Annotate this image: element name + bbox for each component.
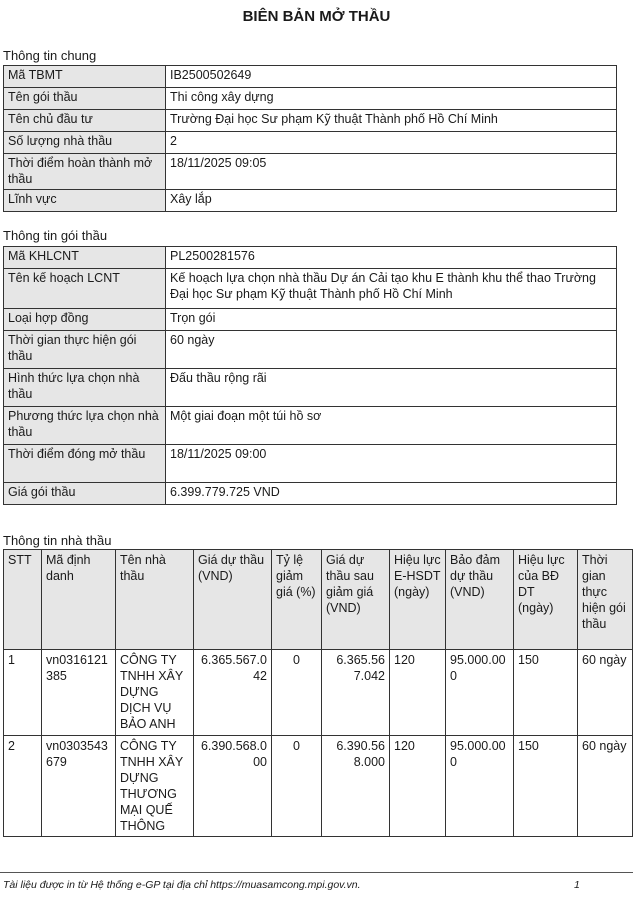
column-header: Giá dự thầu (VND) bbox=[194, 550, 272, 650]
table-cell: vn0316121385 bbox=[42, 650, 116, 736]
field-label: Giá gói thầu bbox=[4, 483, 166, 505]
field-label: Hình thức lựa chọn nhà thầu bbox=[4, 369, 166, 407]
field-value: 60 ngày bbox=[166, 331, 617, 369]
bidder-info-heading: Thông tin nhà thầu bbox=[3, 533, 112, 548]
table-cell: 95.000.000 bbox=[446, 736, 514, 837]
table-cell: 0 bbox=[272, 736, 322, 837]
column-header: STT bbox=[4, 550, 42, 650]
field-value: Trường Đại học Sư phạm Kỹ thuật Thành phố Hồ Chí Minh bbox=[166, 110, 617, 132]
column-header: Thời gian thực hiện gói thầu bbox=[578, 550, 633, 650]
field-value: PL2500281576 bbox=[166, 247, 617, 269]
table-cell: CÔNG TY TNHH XÂY DỰNG DỊCH VỤ BẢO ANH bbox=[116, 650, 194, 736]
table-row bbox=[4, 247, 617, 269]
table-row bbox=[4, 88, 617, 110]
table-header-row bbox=[4, 550, 633, 650]
column-header: Tên nhà thầu bbox=[116, 550, 194, 650]
field-value: Đấu thầu rộng rãi bbox=[166, 369, 617, 407]
field-value: Kế hoạch lựa chọn nhà thầu Dự án Cải tạo khu E thành khu thể thao Trường Đại học Sư phạm Kỹ thuật Thành phố Hồ Chí Minh bbox=[166, 269, 617, 309]
field-label: Tên kế hoạch LCNT bbox=[4, 269, 166, 309]
field-label: Lĩnh vực bbox=[4, 190, 166, 212]
table-row bbox=[4, 190, 617, 212]
page-number: 1 bbox=[574, 879, 580, 891]
field-label: Loại hợp đồng bbox=[4, 309, 166, 331]
table-row bbox=[4, 483, 617, 505]
general-info-heading: Thông tin chung bbox=[3, 48, 97, 63]
table-cell: 150 bbox=[514, 650, 578, 736]
table-row bbox=[4, 66, 617, 88]
field-label: Mã TBMT bbox=[4, 66, 166, 88]
document-title: BIÊN BẢN MỞ THẦU bbox=[242, 8, 391, 25]
column-header: Bảo đảm dự thầu (VND) bbox=[446, 550, 514, 650]
column-header: Giá dự thầu sau giảm giá (VND) bbox=[322, 550, 390, 650]
table-cell: 120 bbox=[390, 736, 446, 837]
table-cell: 6.390.568.000 bbox=[194, 736, 272, 837]
table-cell: 2 bbox=[4, 736, 42, 837]
column-header: Hiệu lực E-HSDT (ngày) bbox=[390, 550, 446, 650]
table-row bbox=[4, 369, 617, 407]
column-header: Mã định danh bbox=[42, 550, 116, 650]
field-label: Mã KHLCNT bbox=[4, 247, 166, 269]
table-cell: 95.000.000 bbox=[446, 650, 514, 736]
column-header: Hiệu lực của BĐ DT (ngày) bbox=[514, 550, 578, 650]
table-row bbox=[4, 331, 617, 369]
field-label: Thời gian thực hiện gói thầu bbox=[4, 331, 166, 369]
table-cell: 60 ngày bbox=[578, 650, 633, 736]
table-cell: 0 bbox=[272, 650, 322, 736]
table-cell: 150 bbox=[514, 736, 578, 837]
table-cell: 6.390.568.000 bbox=[322, 736, 390, 837]
table-row bbox=[4, 650, 633, 736]
field-value: 6.399.779.725 VND bbox=[166, 483, 617, 505]
table-row bbox=[4, 445, 617, 483]
table-row bbox=[4, 407, 617, 445]
table-cell: 6.365.567.042 bbox=[322, 650, 390, 736]
table-row bbox=[4, 154, 617, 190]
field-label: Số lượng nhà thầu bbox=[4, 132, 166, 154]
table-row bbox=[4, 110, 617, 132]
table-cell: 1 bbox=[4, 650, 42, 736]
table-cell: 60 ngày bbox=[578, 736, 633, 837]
package-info-table bbox=[3, 246, 617, 505]
footer-divider bbox=[0, 872, 633, 873]
table-row bbox=[4, 309, 617, 331]
table-cell: 120 bbox=[390, 650, 446, 736]
table-row bbox=[4, 736, 633, 837]
field-value: 2 bbox=[166, 132, 617, 154]
footer-note: Tài liệu được in từ Hệ thống e-GP tại địa chỉ https://muasamcong.mpi.gov.vn. bbox=[3, 879, 361, 891]
table-row bbox=[4, 132, 617, 154]
table-row bbox=[4, 269, 617, 309]
field-value: IB2500502649 bbox=[166, 66, 617, 88]
table-cell: 6.365.567.042 bbox=[194, 650, 272, 736]
field-value: 18/11/2025 09:00 bbox=[166, 445, 617, 483]
table-cell: vn0303543679 bbox=[42, 736, 116, 837]
field-label: Tên chủ đầu tư bbox=[4, 110, 166, 132]
general-info-table bbox=[3, 65, 617, 212]
field-value: 18/11/2025 09:05 bbox=[166, 154, 617, 190]
field-value: Xây lắp bbox=[166, 190, 617, 212]
column-header: Tỷ lệ giảm giá (%) bbox=[272, 550, 322, 650]
field-label: Thời điểm hoàn thành mở thầu bbox=[4, 154, 166, 190]
field-value: Trọn gói bbox=[166, 309, 617, 331]
field-value: Một giai đoạn một túi hồ sơ bbox=[166, 407, 617, 445]
field-label: Phương thức lựa chọn nhà thầu bbox=[4, 407, 166, 445]
table-cell: CÔNG TY TNHH XÂY DỰNG THƯƠNG MẠI QUẾ THÔNG bbox=[116, 736, 194, 837]
field-value: Thi công xây dựng bbox=[166, 88, 617, 110]
field-label: Tên gói thầu bbox=[4, 88, 166, 110]
field-label: Thời điểm đóng mở thầu bbox=[4, 445, 166, 483]
bidder-table bbox=[3, 549, 633, 837]
package-info-heading: Thông tin gói thầu bbox=[3, 228, 108, 243]
